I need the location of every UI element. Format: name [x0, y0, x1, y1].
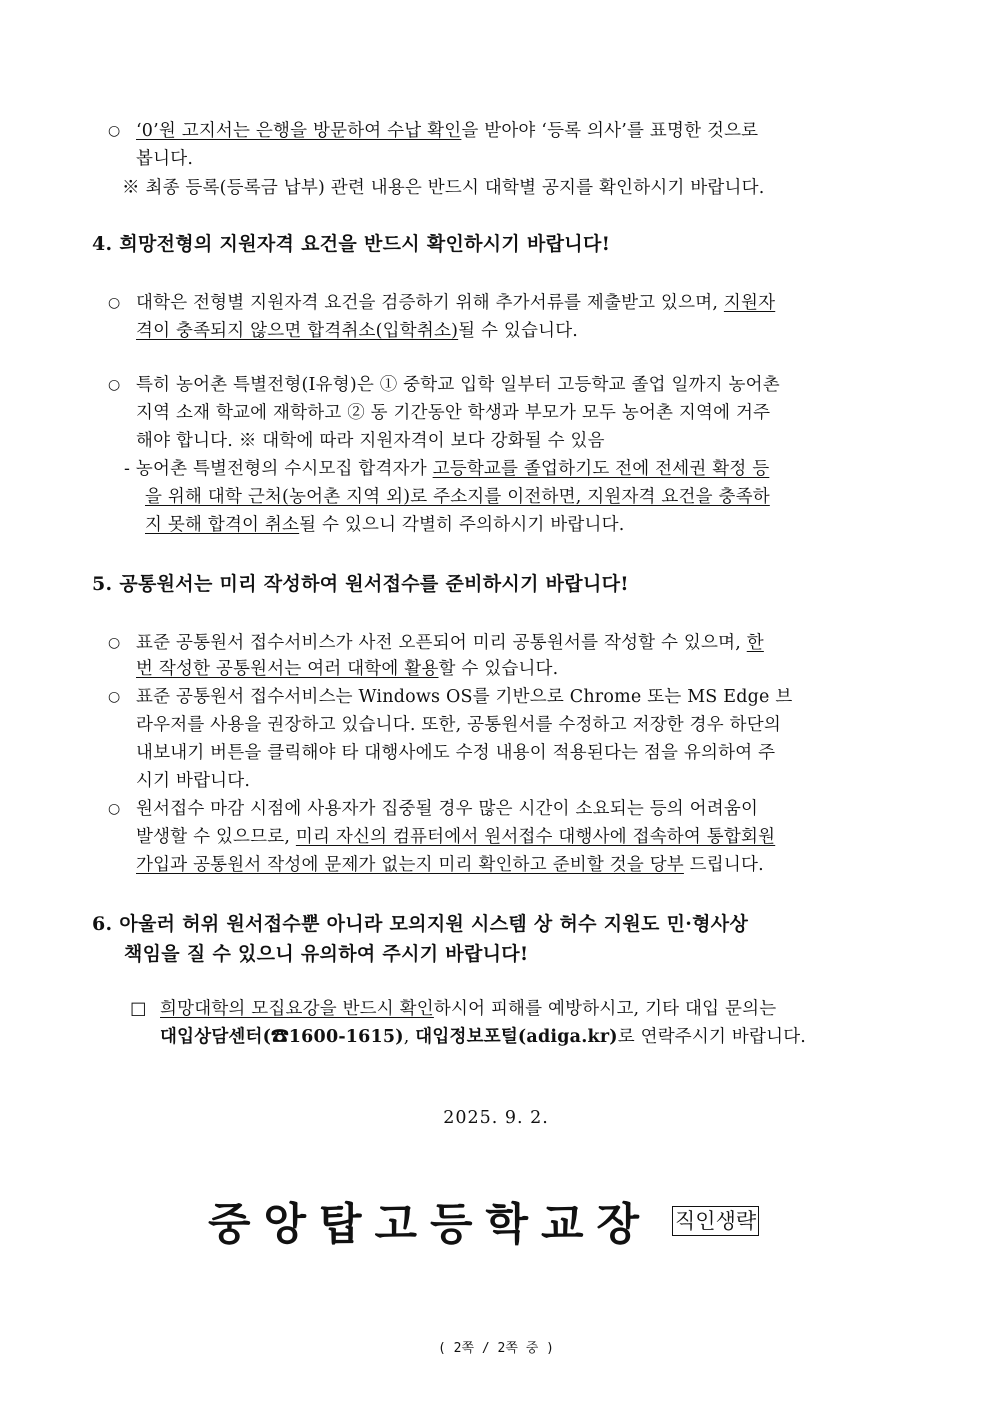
paragraph-line	[136, 290, 775, 316]
text: 드립니다.	[683, 855, 764, 875]
paragraph-line	[124, 456, 769, 482]
bullet-icon: ○	[108, 123, 121, 139]
text: 로 연락주시기 바랍니다.	[617, 1027, 807, 1047]
text: 대학은 전형별 지원자격 요건을 검증하기 위해 추가서류를 제출받고 있으며,	[136, 293, 724, 313]
text: - 농어촌 특별전형의 수시모집 합격자가	[124, 459, 433, 479]
bullet-icon: ○	[108, 377, 121, 393]
paragraph-line	[136, 318, 578, 344]
section-6-heading: 6. 아울러 허위 원서접수뿐 아니라 모의지원 시스템 상 허수 지원도 민·형사상	[92, 913, 749, 935]
paragraph-line: 표준 공통원서 접수서비스는 Windows OS를 기반으로 Chrome 또는 MS Edge 브	[136, 687, 793, 707]
bullet-icon: ○	[108, 295, 121, 311]
paragraph-line: 시기 바랍니다.	[136, 771, 251, 791]
underlined-text: 한	[746, 633, 764, 653]
section-4-heading: 4. 희망전형의 지원자격 요건을 반드시 확인하시기 바랍니다!	[92, 233, 611, 255]
underlined-text: 지 못해 합격이 취소	[145, 515, 300, 535]
underlined-text: ‘0’원 고지서는 은행을 방문하여 수납 확인	[136, 121, 462, 141]
paragraph-line	[136, 852, 764, 878]
underlined-text: 지원자	[723, 293, 776, 313]
document-date: 2025. 9. 2.	[443, 1108, 549, 1128]
underlined-text: 가입과 공통원서 작성에 문제가 없는지 미리 확인하고 준비할 것을 당부	[136, 855, 684, 875]
bullet-icon: ○	[108, 801, 121, 817]
underlined-text: 미리 자신의 컴퓨터에서 원서접수 대행사에 접속하여 통합회원	[295, 827, 776, 847]
paragraph-line: 봅니다.	[136, 149, 194, 169]
underlined-text: 고등학교를 졸업하기도 전에 전세권 확정 등	[432, 459, 770, 479]
text: 될 수 있으니 각별히 주의하시기 바랍니다.	[299, 515, 625, 535]
paragraph-line: 라우저를 사용을 권장하고 있습니다. 또한, 공통원서를 수정하고 저장한 경우 하단의	[136, 715, 781, 735]
underlined-line: 을 위해 대학 근처(농어촌 지역 외)로 주소지를 이전하면, 지원자격 요건을 충족하	[145, 487, 770, 507]
issuer-signature: 중앙탑고등학교장	[208, 1199, 653, 1250]
underlined-text: 격이 충족되지 않으면 합격취소(입학취소)	[136, 321, 459, 341]
text: 하시어 피해를 예방하시고, 기타 대입 문의는	[433, 999, 777, 1019]
bullet-icon: ○	[108, 689, 121, 705]
note-line: ※ 최종 등록(등록금 납부) 관련 내용은 반드시 대학별 공지를 확인하시기 바랍니다.	[122, 178, 765, 198]
portal-name: 대입정보포털(adiga.kr)	[415, 1027, 618, 1047]
paragraph-line	[145, 512, 625, 538]
paragraph-line: 해야 합니다. ※ 대학에 따라 지원자격이 보다 강화될 수 있음	[136, 431, 605, 451]
text: 할 수 있습니다.	[438, 659, 559, 679]
paragraph-line: 원서접수 마감 시점에 사용자가 집중될 경우 많은 시간이 소요되는 등의 어려움이	[136, 799, 759, 819]
text: 표준 공통원서 접수서비스가 사전 오픈되어 미리 공통원서를 작성할 수 있으며,	[136, 633, 747, 653]
underlined-text: 번 작성한 공통원서는 여러 대학에 활용	[136, 659, 439, 679]
paragraph-line	[160, 1024, 806, 1050]
paragraph-line	[160, 996, 776, 1022]
text: 될 수 있습니다.	[458, 321, 579, 341]
text: 을 받아야 ‘등록 의사’를 표명한 것으로	[461, 121, 759, 141]
text: ,	[403, 1027, 416, 1047]
section-6-heading-continued: 책임을 질 수 있으니 유의하여 주시기 바랍니다!	[124, 943, 529, 965]
underlined-text: 희망대학의 모집요강을 반드시 확인	[160, 999, 434, 1019]
paragraph-line	[136, 824, 775, 850]
contact-center: 대입상담센터(☎1600-1615)	[160, 1027, 404, 1047]
text: 발생할 수 있으므로,	[136, 827, 296, 847]
section-5-heading: 5. 공통원서는 미리 작성하여 원서접수를 준비하시기 바랍니다!	[92, 573, 629, 595]
bullet-icon: ○	[108, 635, 121, 651]
paragraph-line	[136, 656, 558, 682]
seal-omitted-stamp: 직인생략	[672, 1206, 759, 1236]
paragraph-line: 내보내기 버튼을 클릭해야 타 대행사에도 수정 내용이 적용된다는 점을 유의하여 주	[136, 743, 776, 763]
paragraph-line	[136, 118, 758, 144]
paragraph-line: 특히 농어촌 특별전형(I유형)은 ① 중학교 입학 일부터 고등학교 졸업 일까지 농어촌	[136, 375, 780, 395]
paragraph-line: 지역 소재 학교에 재학하고 ② 동 기간동안 학생과 부모가 모두 농어촌 지역에 거주	[136, 403, 771, 423]
paragraph-line	[136, 630, 764, 656]
page-number: ( 2쪽 / 2쪽 중 )	[438, 1341, 554, 1356]
checkbox-square-icon: □	[130, 999, 147, 1019]
